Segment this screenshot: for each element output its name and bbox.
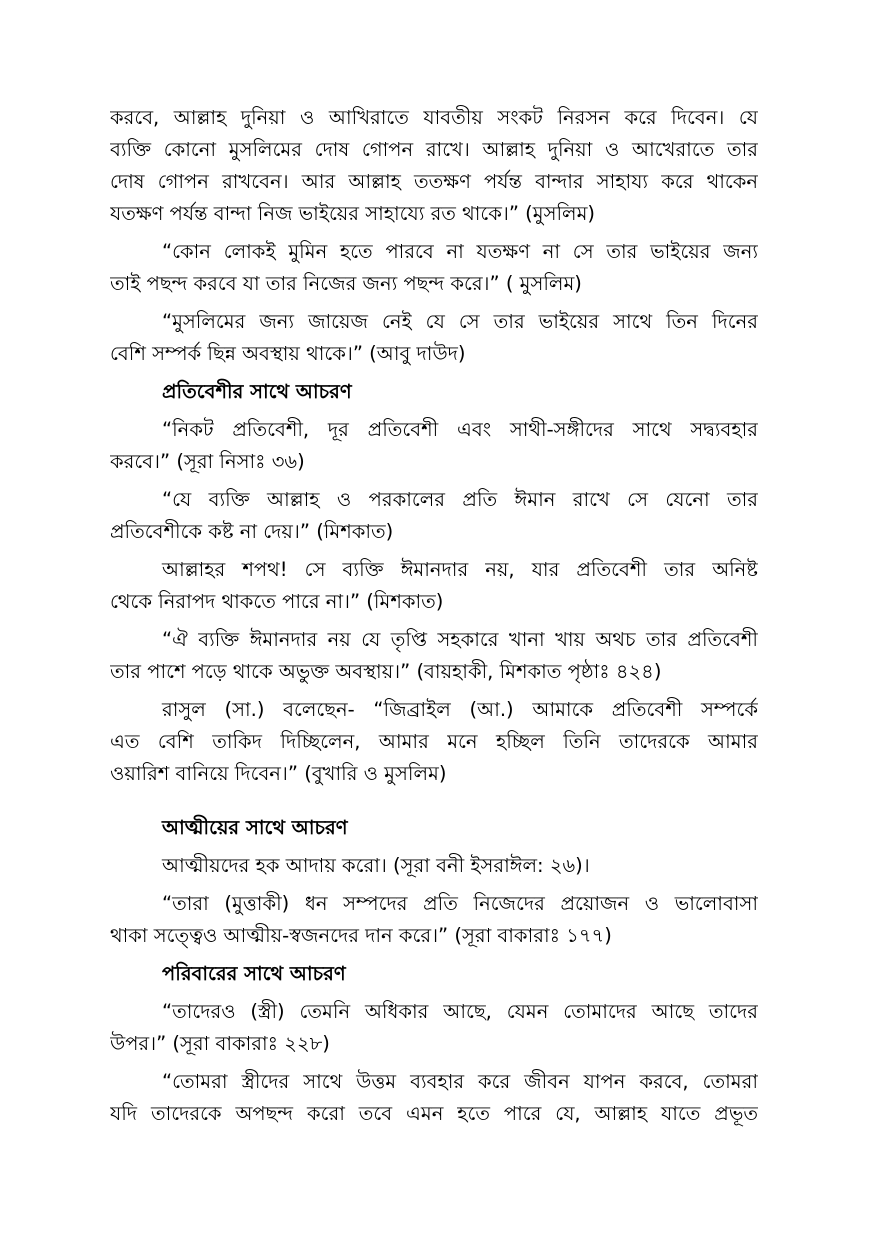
text-line: করবে, আল্লাহ দুনিয়া ও আখিরাতে যাবতীয় সংকট নিরসন করে দিবেন। যে bbox=[110, 106, 758, 129]
text-line: তাই পছন্দ করবে যা তার নিজের জন্য পছন্দ করে।” ( মুসলিম) bbox=[110, 272, 582, 295]
text-line: প্রতিবেশীকে কষ্ট না দেয়।” (মিশকাত) bbox=[110, 520, 394, 543]
paragraph-start: “যে ব্যক্তি আল্লাহ ও পরকালের প্রতি ঈমান রাখে সে যেনো তার bbox=[162, 488, 758, 511]
text-line: তার পাশে পড়ে থাকে অভুক্ত অবস্থায়।” (বায়হাকী, মিশকাত পৃষ্ঠাঃ ৪২৪) bbox=[110, 660, 662, 683]
text-line: উপর।” (সূরা বাকারাঃ ২২৮) bbox=[110, 1032, 330, 1055]
text-line: এত বেশি তাকিদ দিচ্ছিলেন, আমার মনে হচ্ছিল তিনি তাদেরকে আমার bbox=[110, 730, 758, 753]
text-line: থেকে নিরাপদ থাকতে পারে না।” (মিশকাত) bbox=[110, 590, 444, 613]
paragraph-start: আল্লাহর শপথ! সে ব্যক্তি ঈমানদার নয়, যার প্রতিবেশী তার অনিষ্ট bbox=[162, 558, 758, 581]
text-line: বেশি সম্পর্ক ছিন্ন অবস্থায় থাকে।” (আবু দাউদ) bbox=[110, 342, 466, 365]
section-heading-neighbors: প্রতিবেশীর সাথে আচরণ bbox=[162, 380, 352, 403]
section-heading-relatives: আত্মীয়ের সাথে আচরণ bbox=[162, 816, 348, 839]
paragraph-start: “কোন লোকই মুমিন হতে পারবে না যতক্ষণ না সে তার ভাইয়ের জন্য bbox=[162, 240, 758, 263]
paragraph-start: রাসুল (সা.) বলেছেন- “জিব্রাইল (আ.) আমাকে প্রতিবেশী সম্পর্কে bbox=[162, 698, 758, 721]
text-line: যদি তাদেরকে অপছন্দ করো তবে এমন হতে পারে যে, আল্লাহ যাতে প্রভূত bbox=[110, 1102, 758, 1125]
paragraph-start: “মুসলিমের জন্য জায়েজ নেই যে সে তার ভাইয়ের সাথে তিন দিনের bbox=[162, 310, 758, 333]
text-line: ওয়ারিশ বানিয়ে দিবেন।” (বুখারি ও মুসলিম) bbox=[110, 762, 447, 785]
paragraph-start: “ঐ ব্যক্তি ঈমানদার নয় যে তৃপ্তি সহকারে খানা খায় অথচ তার প্রতিবেশী bbox=[162, 628, 758, 651]
text-line: ব্যক্তি কোনো মুসলিমের দোষ গোপন রাখে। আল্লাহ দুনিয়া ও আখেরাতে তার bbox=[110, 138, 758, 161]
paragraph-start: “নিকট প্রতিবেশী, দূর প্রতিবেশী এবং সাথী-সঙ্গীদের সাথে সদ্ব্যবহার bbox=[162, 418, 758, 441]
paragraph-start: আত্মীয়দের হক আদায় করো। (সূরা বনী ইসরাঈল: ২৬)। bbox=[162, 854, 590, 877]
text-line: যতক্ষণ পর্যন্ত বান্দা নিজ ভাইয়ের সাহায্যে রত থাকে।” (মুসলিম) bbox=[110, 202, 596, 225]
page-body bbox=[110, 102, 758, 1130]
paragraph-start: “তোমরা স্ত্রীদের সাথে উত্তম ব্যবহার করে জীবন যাপন করবে, তোমরা bbox=[162, 1070, 758, 1093]
text-line: থাকা সত্ত্বেও আত্মীয়-স্বজনদের দান করে।” (সূরা বাকারাঃ ১৭৭) bbox=[110, 924, 612, 947]
text-line: দোষ গোপন রাখবেন। আর আল্লাহ ততক্ষণ পর্যন্ত বান্দার সাহায্য করে থাকেন bbox=[110, 170, 758, 193]
paragraph-start: “তাদেরও (স্ত্রী) তেমনি অধিকার আছে, যেমন তোমাদের আছে তাদের bbox=[162, 1000, 758, 1023]
section-heading-family: পরিবারের সাথে আচরণ bbox=[162, 962, 346, 985]
paragraph-start: “তারা (মুত্তাকী) ধন সম্পদের প্রতি নিজেদের প্রয়োজন ও ভালোবাসা bbox=[162, 892, 758, 915]
text-line: করবে।” (সূরা নিসাঃ ৩৬) bbox=[110, 450, 305, 473]
